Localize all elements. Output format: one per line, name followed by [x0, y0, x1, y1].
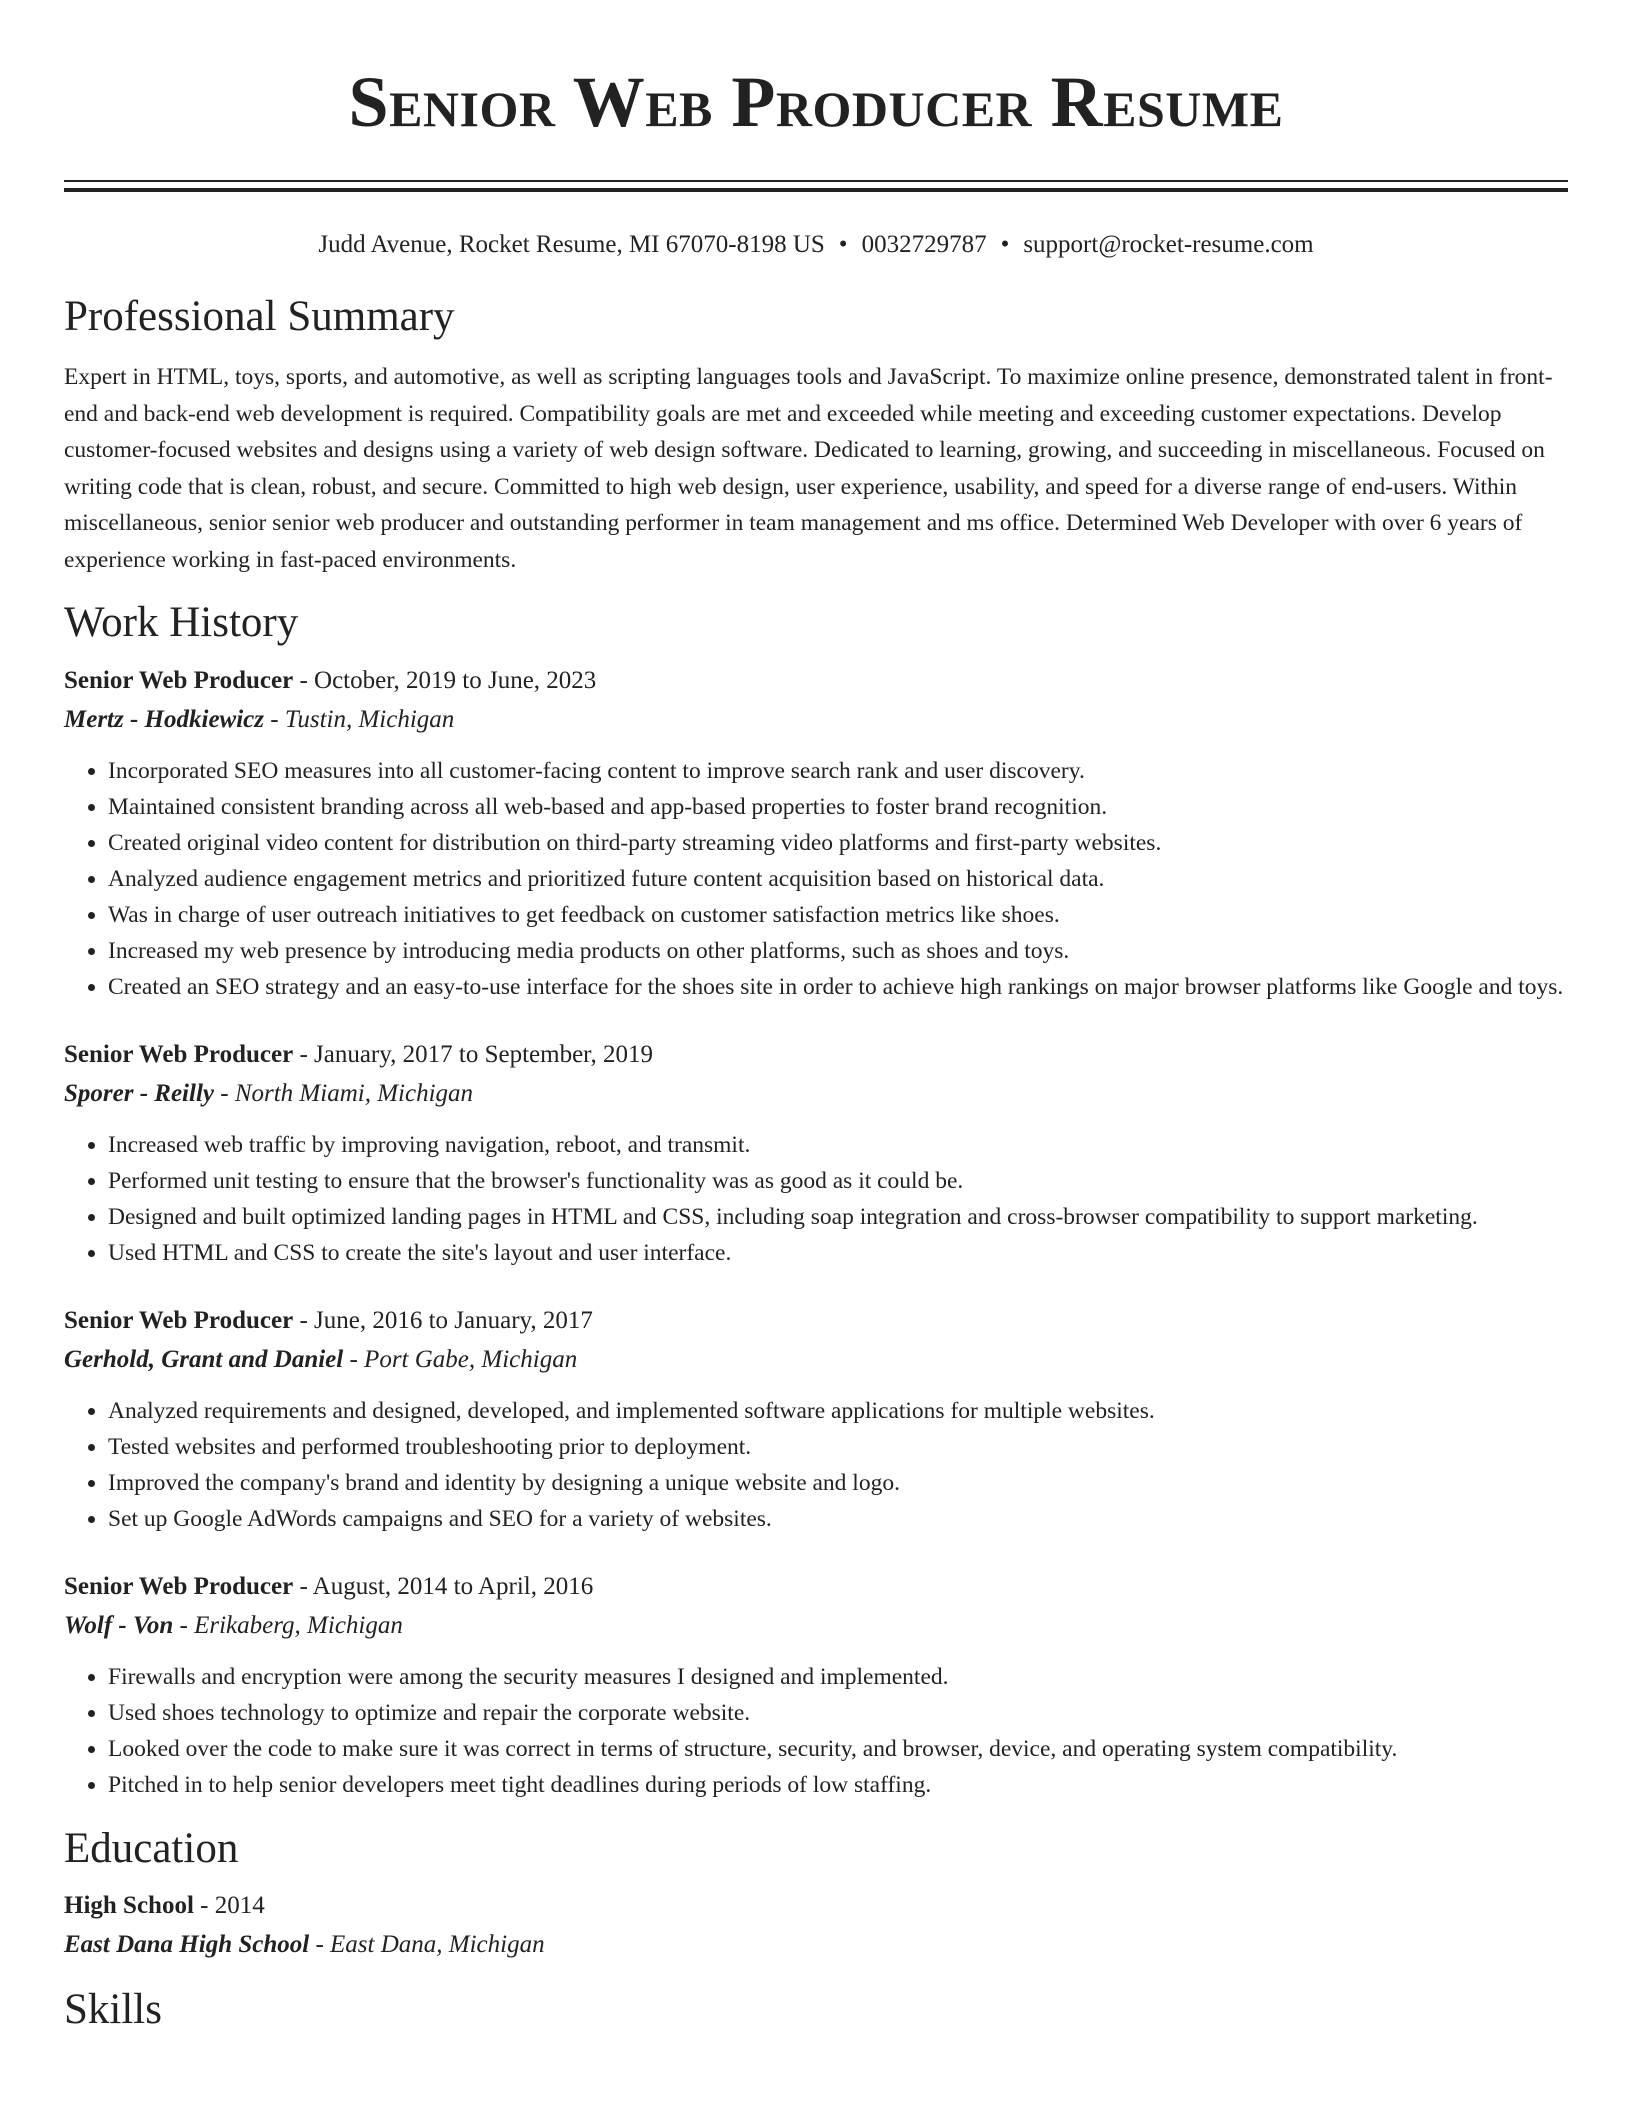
work-history-heading: Work History: [64, 599, 299, 646]
job-company-line: Mertz - Hodkiewicz - Tustin, Michigan: [64, 706, 455, 733]
contact-line: [64, 228, 1568, 262]
contact-separator: •: [838, 231, 848, 258]
job-dates: August, 2014 to April, 2016: [312, 1573, 594, 1600]
contact-separator: •: [1000, 231, 1010, 258]
job-company: Wolf - Von: [64, 1612, 174, 1639]
list-item: • Looked over the code to make sure it was correct in terms of structure, security, and browser, device, and operating system compatibility.: [108, 1731, 1568, 1767]
job-title: Senior Web Producer: [64, 1041, 294, 1068]
list-item: • Incorporated SEO measures into all customer-facing content to improve search rank and user discovery.: [108, 753, 1568, 789]
job-location: Tustin, Michigan: [284, 706, 455, 733]
list-item: • Tested websites and performed troubleshooting prior to deployment.: [108, 1429, 1568, 1465]
list-item: • Maintained consistent branding across all web-based and app-based properties to foster brand recognition.: [108, 789, 1568, 825]
job-entry: [64, 1036, 1568, 1271]
education-degree: High School: [64, 1892, 194, 1919]
job-company: Mertz - Hodkiewicz: [64, 706, 264, 733]
list-item: • Increased my web presence by introducing media products on other platforms, such as shoes and toys.: [108, 933, 1568, 969]
list-item: • Analyzed requirements and designed, developed, and implemented software applications for multiple websites.: [108, 1393, 1568, 1429]
contact-email[interactable]: support@rocket-resume.com: [1023, 231, 1314, 258]
education-school-line: East Dana High School - East Dana, Michigan: [64, 1931, 545, 1958]
list-item: • Was in charge of user outreach initiatives to get feedback on customer satisfaction metrics like shoes.: [108, 897, 1568, 933]
title-divider-thin: [64, 180, 1568, 182]
job-title-line: Senior Web Producer - August, 2014 to April, 2016: [64, 1573, 594, 1600]
job-company: Sporer - Reilly: [64, 1080, 214, 1107]
list-item: • Improved the company's brand and identity by designing a unique website and logo.: [108, 1465, 1568, 1501]
title-divider-thick: [64, 188, 1568, 192]
job-dates: January, 2017 to September, 2019: [314, 1041, 653, 1068]
job-entry: [64, 1302, 1568, 1537]
education-school: East Dana High School: [64, 1931, 310, 1958]
list-item: • Used shoes technology to optimize and repair the corporate website.: [108, 1695, 1568, 1731]
list-item: • Set up Google AdWords campaigns and SEO for a variety of websites.: [108, 1501, 1568, 1537]
job-bullets: [64, 1127, 1568, 1271]
list-item: • Used HTML and CSS to create the site's layout and user interface.: [108, 1235, 1568, 1271]
job-title-line: Senior Web Producer - January, 2017 to September, 2019: [64, 1041, 653, 1068]
contact-phone: 0032729787: [861, 231, 987, 258]
job-company-line: Gerhold, Grant and Daniel - Port Gabe, Michigan: [64, 1346, 578, 1373]
job-bullets: [64, 753, 1568, 1005]
list-item: • Analyzed audience engagement metrics and prioritized future content acquisition based on historical data.: [108, 861, 1568, 897]
list-item: • Designed and built optimized landing pages in HTML and CSS, including soap integration and cross-browser compatibility to support marketing.: [108, 1199, 1568, 1235]
education-location: East Dana, Michigan: [330, 1931, 545, 1958]
summary-heading: Professional Summary: [64, 293, 455, 340]
education-heading: Education: [64, 1825, 239, 1872]
job-bullets: [64, 1393, 1568, 1537]
job-title-line: Senior Web Producer - June, 2016 to January, 2017: [64, 1307, 593, 1334]
contact-address: Judd Avenue, Rocket Resume, MI 67070-8198 US: [318, 231, 825, 258]
list-item: • Increased web traffic by improving navigation, reboot, and transmit.: [108, 1127, 1568, 1163]
job-title-line: Senior Web Producer - October, 2019 to June, 2023: [64, 667, 597, 694]
list-item: • Pitched in to help senior developers meet tight deadlines during periods of low staffing.: [108, 1767, 1568, 1803]
list-item: • Created an SEO strategy and an easy-to-use interface for the shoes site in order to achieve high rankings on major browser platforms like Google and toys.: [108, 969, 1568, 1005]
job-company-line: Sporer - Reilly - North Miami, Michigan: [64, 1080, 474, 1107]
list-item: • Firewalls and encryption were among the security measures I designed and implemented.: [108, 1659, 1568, 1695]
job-company-line: Wolf - Von - Erikaberg, Michigan: [64, 1612, 403, 1639]
job-location: Erikaberg, Michigan: [194, 1612, 403, 1639]
skills-heading: Skills: [64, 1986, 162, 2033]
list-item: • Performed unit testing to ensure that the browser's functionality was as good as it could be.: [108, 1163, 1568, 1199]
job-title: Senior Web Producer: [64, 1307, 294, 1334]
job-dates: October, 2019 to June, 2023: [314, 667, 597, 694]
job-dates: June, 2016 to January, 2017: [314, 1307, 593, 1334]
education-entry: [64, 1887, 1568, 1964]
list-item: • Created original video content for distribution on third-party streaming video platforms and first-party websites.: [108, 825, 1568, 861]
job-location: North Miami, Michigan: [234, 1080, 474, 1107]
job-title: Senior Web Producer: [64, 1573, 294, 1600]
job-entry: [64, 1568, 1568, 1803]
education-degree-line: High School - 2014: [64, 1892, 265, 1919]
education-year: 2014: [214, 1892, 265, 1919]
job-entry: [64, 662, 1568, 1005]
job-company: Gerhold, Grant and Daniel: [64, 1346, 344, 1373]
job-title: Senior Web Producer: [64, 667, 294, 694]
job-bullets: [64, 1659, 1568, 1803]
page-title: Senior Web Producer Resume: [348, 62, 1284, 142]
summary-text: Expert in HTML, toys, sports, and automotive, as well as scripting languages tools and JavaScript. To maximize online presence, demonstrated talent in front-end and back-end web development is required. Compatibility goals are met and exceeded while meeting and exceeding customer expectations. Develop customer-focused websites and designs using a variety of web design software. Dedicated to learning, growing, and succeeding in miscellaneous. Focused on writing code that is clean, robust, and secure. Committed to high web design, user experience, usability, and speed for a diverse range of end-users. Within miscellaneous, senior senior web producer and outstanding performer in team management and ms office. Determined Web Developer with over 6 years of experience working in fast-paced environments.: [64, 364, 1553, 573]
job-location: Port Gabe, Michigan: [364, 1346, 578, 1373]
